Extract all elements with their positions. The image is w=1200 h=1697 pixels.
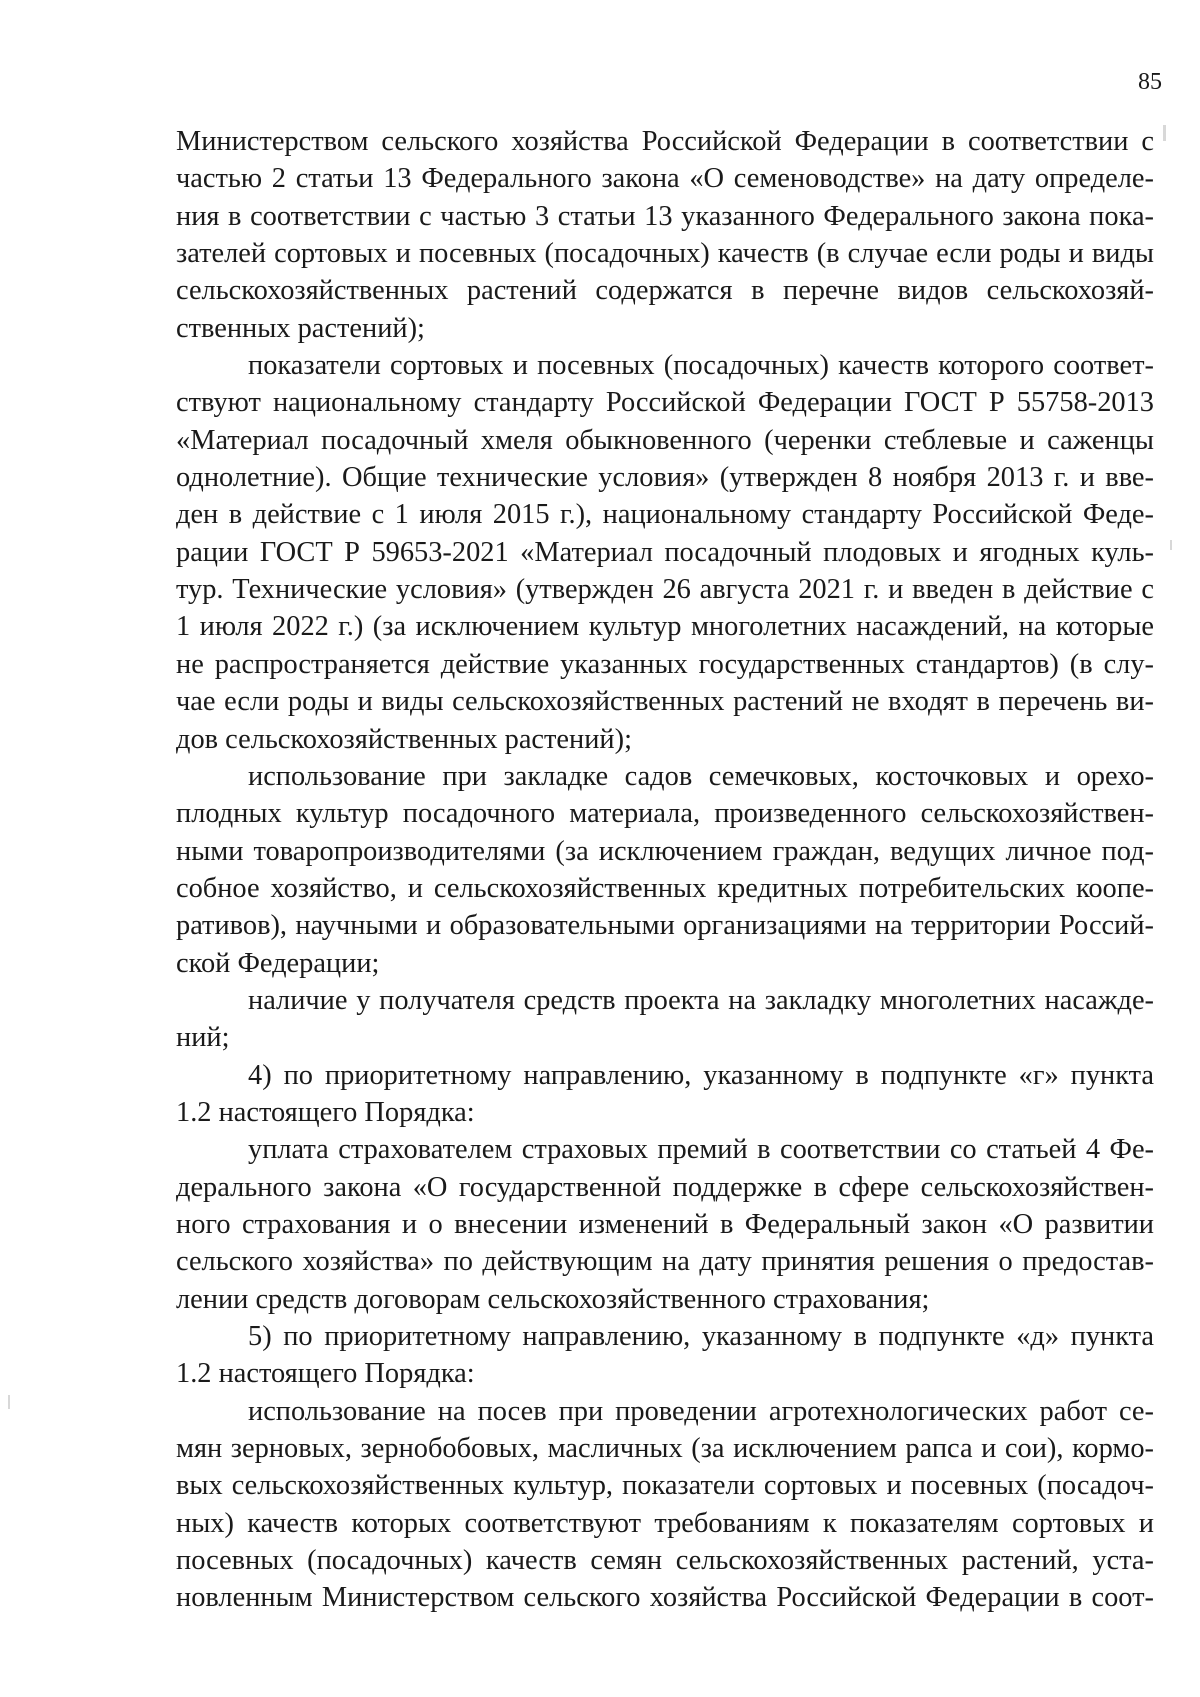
text-line: ного страхования и о внесении изменений в Федеральный закон «О развитии — [176, 1208, 1154, 1240]
page-number: 85 — [1138, 69, 1162, 95]
text-line: показатели сортовых и посевных (посадочных) качеств которого соответ- — [248, 350, 1154, 382]
text-line: зателей сортовых и посевных (посадочных) качеств (в случае если роды и виды — [176, 238, 1154, 270]
text-line: ний; — [176, 1022, 230, 1054]
text-line: частью 2 статьи 13 Федерального закона «О семеноводстве» на дату определе- — [176, 163, 1154, 195]
text-line: использование на посев при проведении агротехнологических работ се- — [248, 1395, 1154, 1427]
text-line: собное хозяйство, и сельскохозяйственных кредитных потребительских коопе- — [176, 872, 1154, 904]
text-line: ративов), научными и образовательными организациями на территории Россий- — [176, 910, 1154, 942]
text-line: 5) по приоритетному направлению, указанному в подпункте «д» пункта — [248, 1321, 1154, 1352]
text-line: ственных растений); — [176, 312, 425, 344]
text-line: мян зерновых, зернобобовых, масличных (за исключением рапса и сои), кормо- — [176, 1433, 1154, 1465]
scan-artifact — [1163, 125, 1166, 141]
text-line: чае если роды и виды сельскохозяйственных растений не входят в перечень ви- — [176, 686, 1154, 718]
text-line: «Материал посадочный хмеля обыкновенного (черенки стеблевые и саженцы — [176, 424, 1154, 456]
text-line: ской Федерации; — [176, 947, 380, 979]
text-line: тур. Технические условия» (утвержден 26 августа 2021 г. и введен в действие с — [176, 574, 1154, 606]
text-line: ствуют национальному стандарту Российской Федерации ГОСТ Р 55758-2013 — [176, 387, 1154, 419]
text-line: сельского хозяйства» по действующим на дату принятия решения о предостав- — [176, 1246, 1154, 1278]
text-line: 1.2 настоящего Порядка: — [176, 1358, 475, 1390]
text-line: не распространяется действие указанных государственных стандартов) (в слу- — [176, 648, 1154, 680]
text-line: посевных (посадочных) качеств семян сельскохозяйственных растений, уста- — [176, 1545, 1154, 1577]
text-line: сельскохозяйственных растений содержатся в перечне видов сельскохозяй- — [176, 275, 1154, 307]
text-line: ния в соответствии с частью 3 статьи 13 указанного Федерального закона пока- — [176, 200, 1154, 232]
scan-artifact — [8, 1395, 10, 1409]
text-line: вых сельскохозяйственных культур, показатели сортовых и посевных (посадоч- — [176, 1470, 1154, 1502]
text-line: 4) по приоритетному направлению, указанному в подпункте «г» пункта — [248, 1059, 1154, 1091]
text-line: дов сельскохозяйственных растений); — [176, 723, 632, 755]
text-line: лении средств договорам сельскохозяйственного страхования; — [176, 1283, 930, 1315]
text-line: 1.2 настоящего Порядка: — [176, 1096, 475, 1128]
text-line: ных) качеств которых соответствуют требованиям к показателям сортовых и — [176, 1507, 1154, 1539]
text-line: использование при закладке садов семечковых, косточковых и орехо- — [248, 760, 1154, 792]
document-body — [176, 123, 1154, 1617]
text-line: плодных культур посадочного материала, произведенного сельскохозяйствен- — [176, 798, 1154, 830]
text-line: 1 июля 2022 г.) (за исключением культур многолетних насаждений, на которые — [176, 611, 1154, 643]
scan-artifact — [1170, 540, 1172, 550]
text-line: рации ГОСТ Р 59653-2021 «Материал посадочный плодовых и ягодных куль- — [176, 536, 1154, 568]
text-line: уплата страхователем страховых премий в соответствии со статьей 4 Фе- — [248, 1134, 1154, 1166]
text-line: ными товаропроизводителями (за исключением граждан, ведущих личное под- — [176, 835, 1154, 867]
text-line: новленным Министерством сельского хозяйства Российской Федерации в соот- — [176, 1582, 1154, 1614]
text-line: однолетние). Общие технические условия» (утвержден 8 ноября 2013 г. и вве- — [176, 462, 1154, 494]
text-line: ден в действие с 1 июля 2015 г.), национальному стандарту Российской Феде- — [176, 499, 1154, 531]
text-line: дерального закона «О государственной поддержке в сфере сельскохозяйствен- — [176, 1171, 1154, 1203]
text-line: наличие у получателя средств проекта на закладку многолетних насажде- — [248, 984, 1154, 1016]
text-line: Министерством сельского хозяйства Российской Федерации в соответствии с — [176, 126, 1154, 157]
